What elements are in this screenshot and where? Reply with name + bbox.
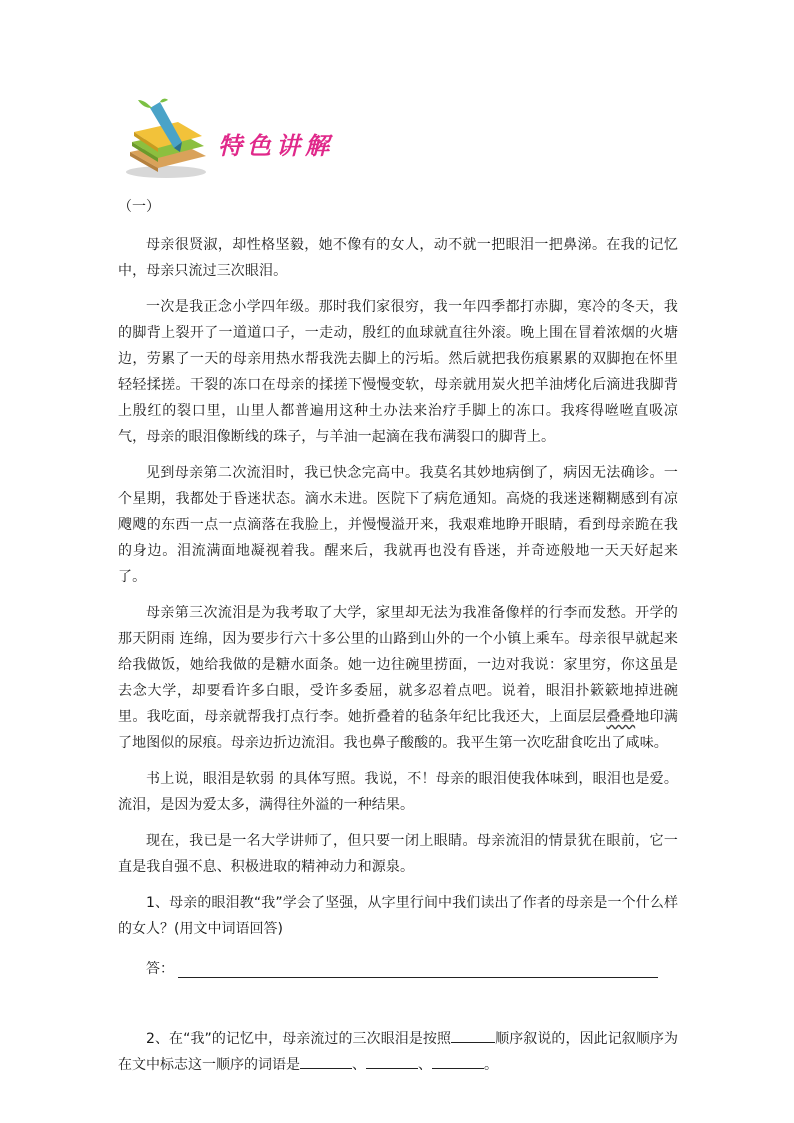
word-blank-2[interactable] (366, 1052, 418, 1069)
question-2-end: 。 (484, 1057, 498, 1073)
wavy-underlined-word: 叠叠 (606, 709, 636, 725)
books-pen-icon (120, 98, 220, 180)
paragraph-6: 现在，我已是一名大学讲师了，但只要一闭上眼睛。母亲流泪的情景犹在眼前，它一直是我自强不息、积极进取的精神动力和源泉。 (118, 833, 678, 875)
section-title: 特色讲解 (218, 131, 334, 160)
paragraph-4 (118, 600, 678, 756)
order-blank[interactable] (451, 1026, 495, 1043)
question-1: 1、母亲的眼泪教“我”学会了坚强，从字里行间中我们读出了作者的母亲是一个什么样的女人？(用文中词语回答) (118, 895, 678, 937)
section-header (120, 98, 380, 180)
document-body (118, 196, 678, 1078)
question-2-text-a: 2、在“我”的记忆中，母亲流过的三次眼泪是按照 (146, 1031, 452, 1047)
separator-2: 、 (418, 1057, 432, 1073)
separator-1: 、 (352, 1057, 366, 1073)
paragraph-4-text-b: 地印满了地图似的尿痕。母亲边折边流泪。我也鼻子酸酸的。我平生第一次吃甜食吃出了咸味。 (118, 709, 678, 751)
answer-row (146, 958, 678, 978)
paragraph-1: 母亲很贤淑，却性格坚毅，她不像有的女人，动不就一把眼泪一把鼻涕。在我的记忆中，母亲只流过三次眼泪。 (118, 237, 678, 279)
part-label: （一） (118, 199, 160, 215)
answer-blank[interactable] (178, 961, 658, 978)
answer-label: 答： (146, 961, 174, 977)
paragraph-2: 一次是我正念小学四年级。那时我们家很穷，我一年四季都打赤脚，寒冷的冬天，我的脚背上裂开了一道道口子，一走动，殷红的血球就直往外滚。晚上围在冒着浓烟的火塘边，劳累了一天的母亲用热水帮我洗去脚上的污垢。然后就把我伤痕累累的双脚抱在怀里轻轻揉搓。干裂的冻口在母亲的揉搓下慢慢变软，母亲就用炭火把羊油烤化后滴进我脚背上殷红的裂口里，山里人都普遍用这种土办法来治疗手脚上的冻口。我疼得咝咝直吸凉气，母亲的眼泪像断线的珠子，与羊油一起滴在我布满裂口的脚背上。 (118, 299, 678, 445)
word-blank-3[interactable] (432, 1052, 484, 1069)
paragraph-3: 见到母亲第二次流泪时，我已快念完高中。我莫名其妙地病倒了，病因无法确诊。一个星期，我都处于昏迷状态。滴水未进。医院下了病危通知。高烧的我迷迷糊糊感到有凉飕飕的东西一点一点滴落在我脸上，并慢慢溢开来，我艰难地睁开眼睛，看到母亲跪在我的身边。泪流满面地凝视着我。醒来后，我就再也没有昏迷，并奇迹般地一天天好起来了。 (118, 465, 678, 585)
question-2 (118, 1026, 678, 1078)
word-blank-1[interactable] (300, 1052, 352, 1069)
question-2-text-b: 顺序叙说的，因此记叙顺序为在文中标志这一顺序的词语是 (118, 1031, 678, 1073)
paragraph-5: 书上说，眼泪是软弱 的具体写照。我说，不！母亲的眼泪使我体味到，眼泪也是爱。流泪，是因为爱太多，满得往外溢的一种结果。 (118, 771, 678, 813)
paragraph-4-text-a: 母亲第三次流泪是为我考取了大学，家里却无法为我准备像样的行李而发愁。开学的那天阴雨 连绵，因为要步行六十多公里的山路到山外的一个小镇上乘车。母亲很早就起来给我做饭，她给我做的是糖水面条。她一边往碗里捞面，一边对我说：家里穷，你这虽是去念大学，却要看许多白眼，受许多委屈，就多忍着点吧。说着，眼泪扑簌簌地掉进碗里。我吃面，母亲就帮我打点行李。她折叠着的毡条年纪比我还大，上面层层 (118, 605, 678, 725)
